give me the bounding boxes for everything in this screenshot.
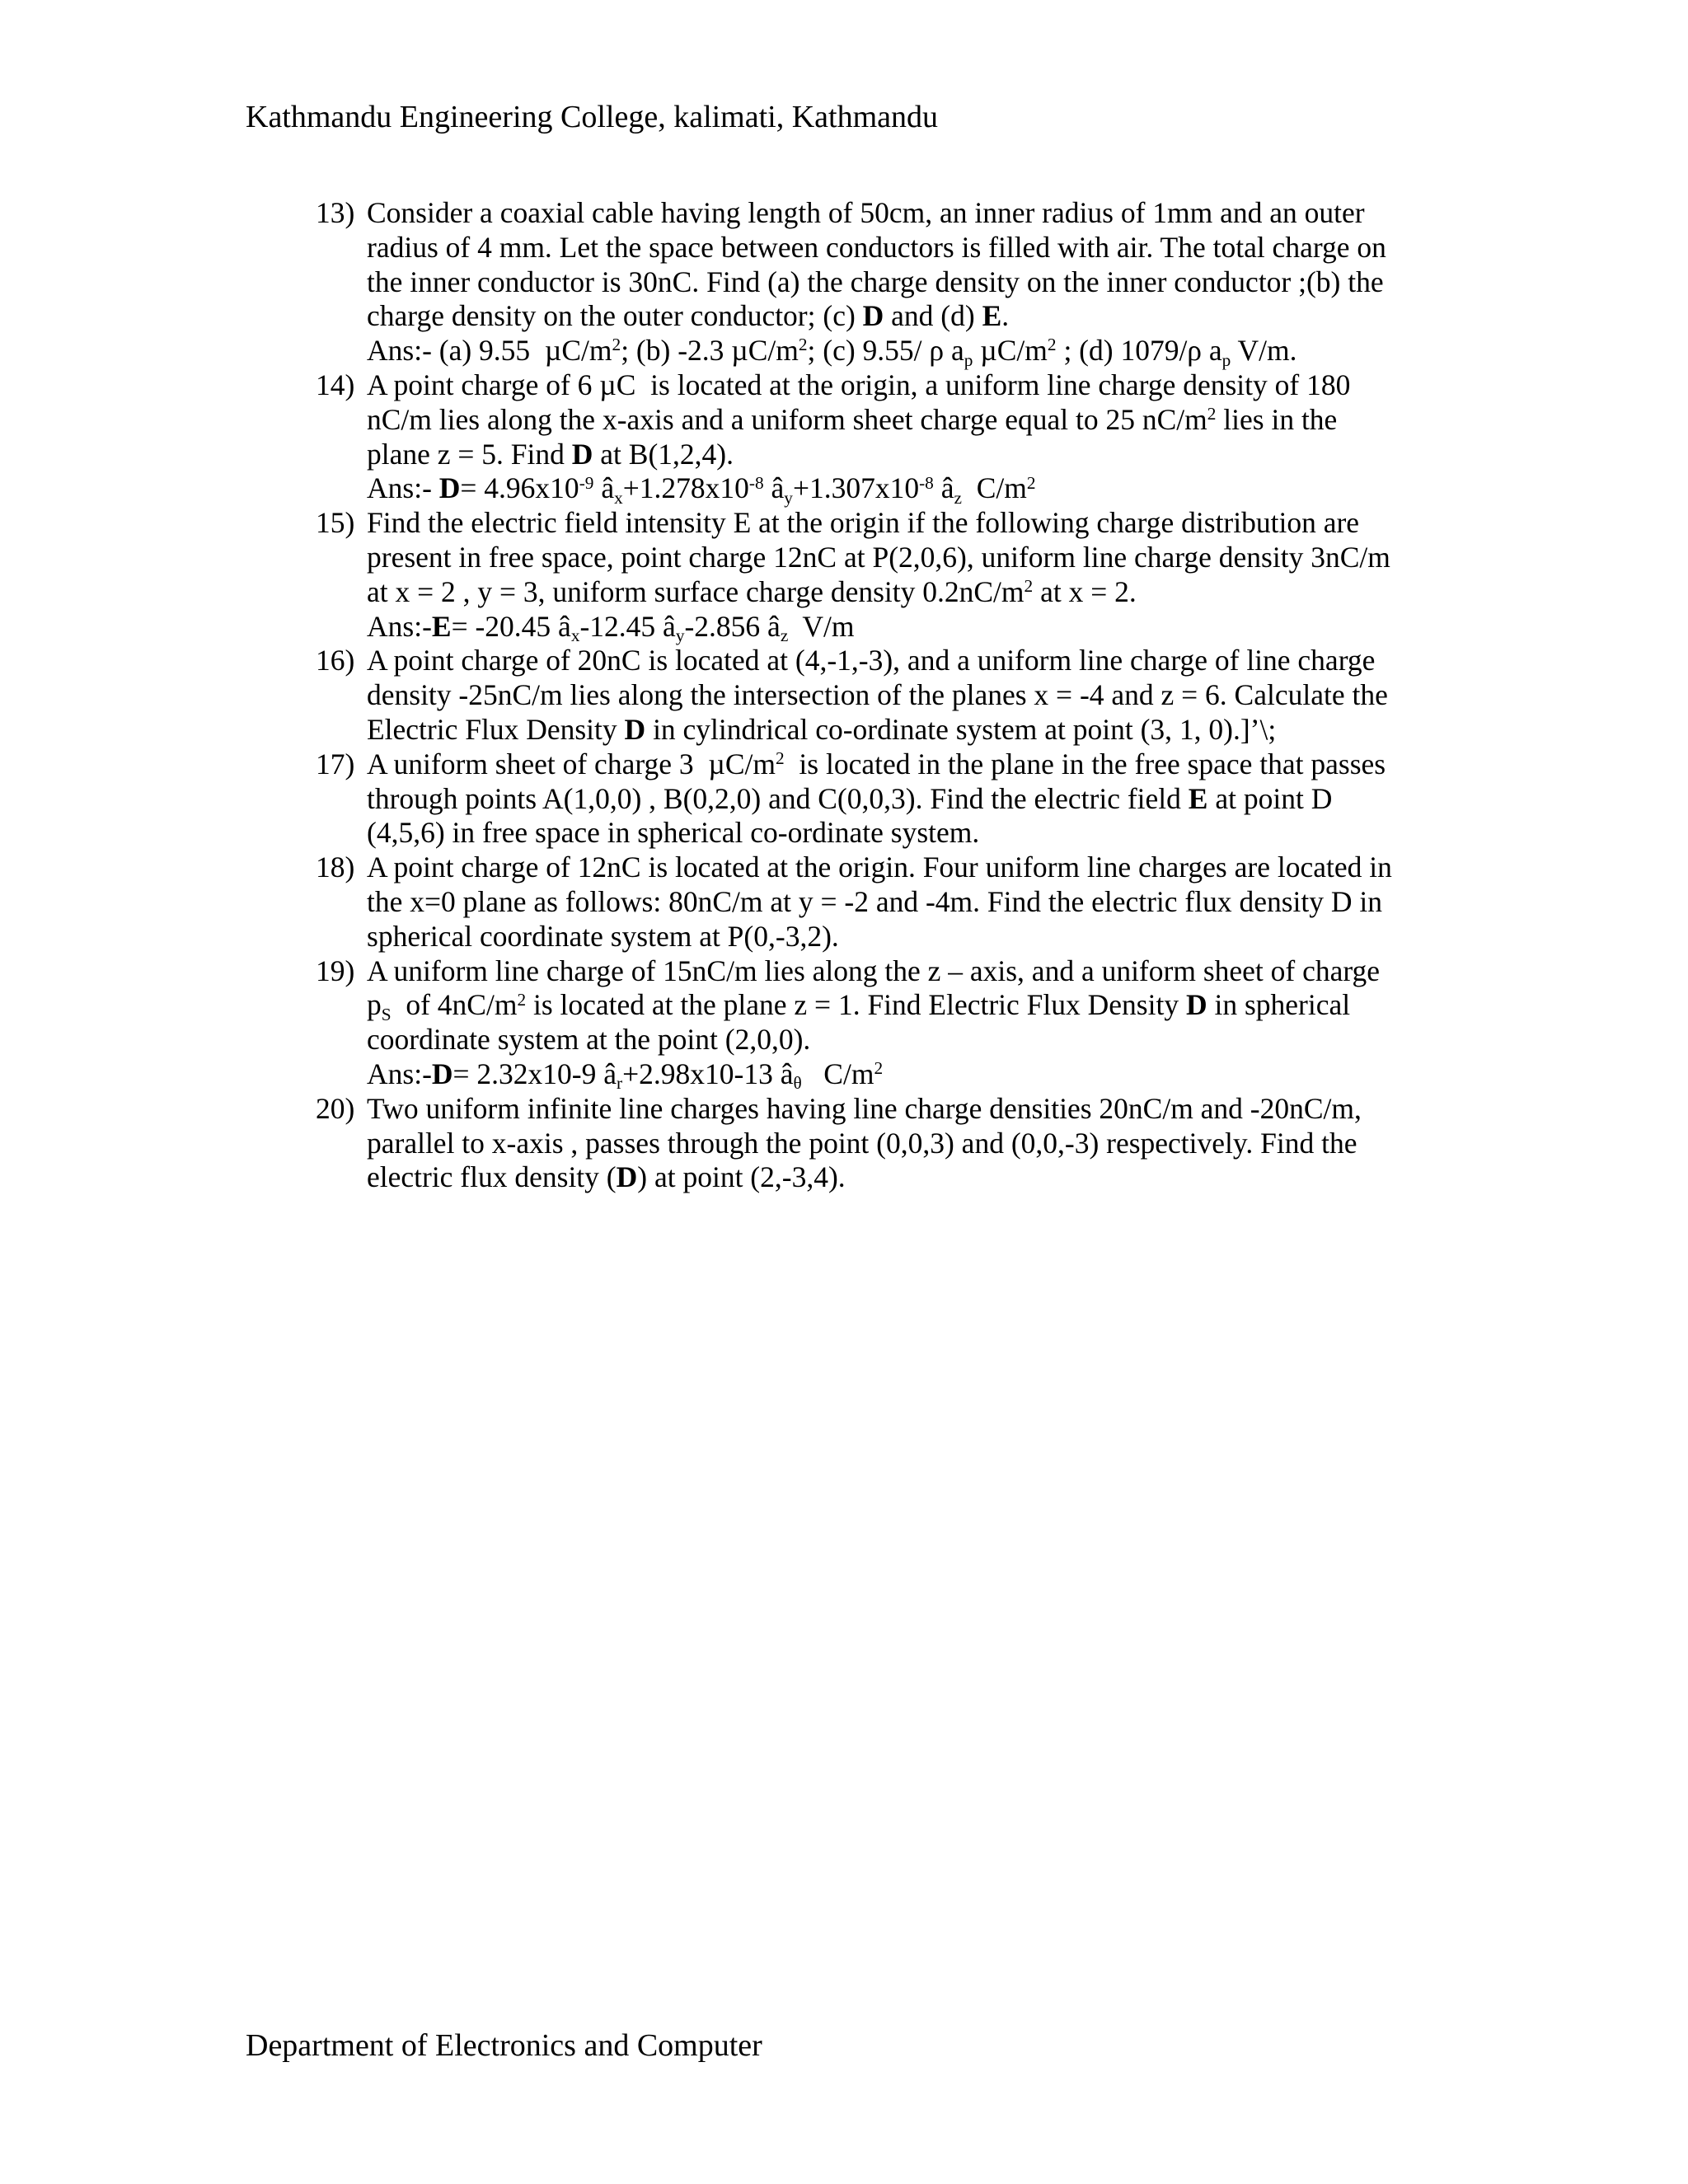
page-footer: Department of Electronics and Computer: [246, 2028, 762, 2063]
question-line: plane z = 5. Find D at B(1,2,4).: [367, 437, 734, 471]
question-line: parallel to x-axis , passes through the point (0,0,3) and (0,0,-3) respectively. Find the: [367, 1126, 1357, 1160]
question-line: electric flux density (D) at point (2,-3,4).: [367, 1160, 846, 1194]
question-line: at x = 2 , y = 3, uniform surface charge density $0.2nC/m^2$ at x = 2.: [367, 574, 1137, 608]
question-line: Two uniform infinite line charges having line charge densities 20nC/m and -20nC/m,: [367, 1091, 1362, 1125]
question-number: 17): [316, 747, 355, 780]
question-item: [316, 851, 1445, 954]
question-item: [316, 644, 1445, 747]
question-number: 20): [316, 1091, 355, 1125]
question-item: [316, 748, 1445, 851]
question-line: Ans:-D= 2.32x10-9 $â_r+2.98x10-13$ $â_\theta$ $C/m^2$: [367, 1057, 884, 1094]
question-item: [316, 1092, 1445, 1195]
question-line: Ans:- (a) 9.55 $\mu C/m^2$; (b) -2.3 $\mu C/m^2$; (c) 9.55/ ρ $a_p$ $\mu C/m^2$ ; (d) 1079/ρ $a_p$ V/m.: [367, 334, 1297, 370]
question-line: $p_S$ of $4nC/m^2$ is located at the plane z = 1. Find Electric Flux Density D in spherical: [367, 988, 1351, 1024]
question-number: 16): [316, 644, 355, 677]
question-line: present in free space, point charge 12nC at P(2,0,6), uniform line charge density 3nC/m: [367, 540, 1390, 574]
question-line: A uniform sheet of charge 3 $\mu C/m^2$ is located in the plane in the free space that passes: [367, 747, 1386, 780]
question-item: [316, 506, 1445, 644]
question-line: Ans:-E= -20.45 $â_x-12.45$ $â_y-2.856$ $â_z$ V/m: [367, 609, 855, 645]
question-line: density -25nC/m lies along the intersection of the planes x = -4 and z = 6. Calculate the: [367, 678, 1388, 712]
question-line: coordinate system at the point (2,0,0).: [367, 1023, 811, 1057]
question-line: A point charge of 12nC is located at the origin. Four uniform line charges are located in: [367, 851, 1392, 884]
question-number: 14): [316, 368, 355, 401]
question-item: [316, 368, 1445, 506]
question-list: [316, 196, 1445, 1195]
question-line: Electric Flux Density D in cylindrical co-ordinate system at point (3, 1, 0).]’\;: [367, 712, 1277, 746]
question-line: radius of 4 mm. Let the space between conductors is filled with air. The total charge on: [367, 230, 1386, 264]
question-line: A point charge of 20nC is located at (4,-1,-3), and a uniform line charge of line charge: [367, 644, 1376, 677]
question-item: [316, 196, 1445, 368]
question-item: [316, 954, 1445, 1092]
question-line: A uniform line charge of 15nC/m lies along the z – axis, and a uniform sheet of charge: [367, 954, 1381, 987]
question-line: the inner conductor is 30nC. Find (a) the charge density on the inner conductor ;(b) the: [367, 265, 1384, 298]
question-line: Ans:- $D= 4.96x10^{-9}$ $â_x+1.278x10^{-8}$ $â_y+1.307x10^{-8}$ $â_z$ $C/m^2$: [367, 471, 1036, 508]
question-number: 13): [316, 196, 355, 229]
question-line: the x=0 plane as follows: 80nC/m at y = -2 and -4m. Find the electric flux density D in: [367, 884, 1383, 918]
question-number: 18): [316, 851, 355, 884]
question-number: 15): [316, 506, 355, 540]
question-line: nC/m lies along the x-axis and a uniform sheet charge equal to 25 $nC/m^2$ lies in the: [367, 402, 1338, 436]
question-line: through points A(1,0,0) , B(0,2,0) and C(0,0,3). Find the electric field E at point D: [367, 781, 1333, 815]
page-header: Kathmandu Engineering College, kalimati, Kathmandu: [246, 100, 939, 134]
question-line: (4,5,6) in free space in spherical co-ordinate system.: [367, 816, 980, 850]
question-line: Consider a coaxial cable having length of 50cm, an inner radius of 1mm and an outer: [367, 196, 1365, 229]
question-number: 19): [316, 954, 355, 987]
question-line: spherical coordinate system at P(0,-3,2).: [367, 919, 839, 953]
question-line: A point charge of 6 µC is located at the origin, a uniform line charge density of 180: [367, 368, 1351, 401]
question-line: Find the electric field intensity E at the origin if the following charge distribution are: [367, 506, 1360, 540]
question-line: charge density on the outer conductor; (c) D and (d) E.: [367, 299, 1010, 333]
